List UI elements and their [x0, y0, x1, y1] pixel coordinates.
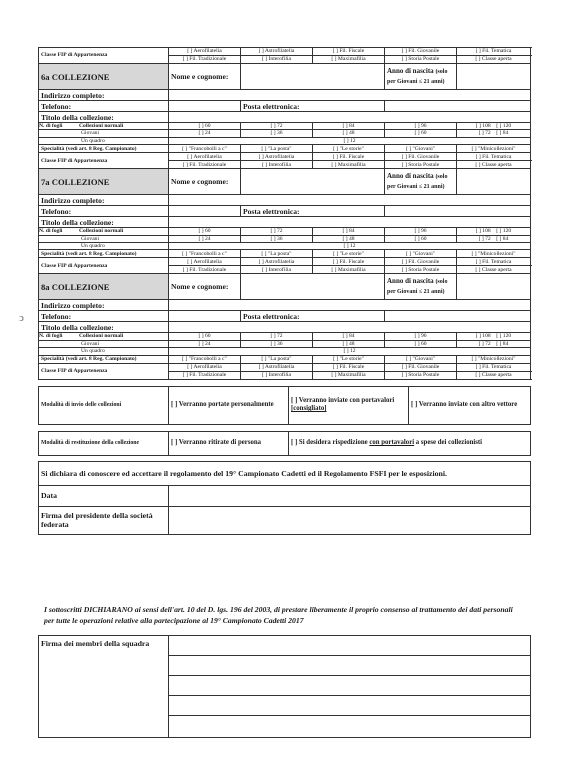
- classe-option[interactable]: [ ] Maximafilia: [313, 161, 385, 169]
- speciali-option[interactable]: [ ] "Le storie": [313, 355, 385, 363]
- anno-label: Anno di nascita (solo per Giovani ≤ 21 anni): [385, 274, 457, 300]
- fogli-option[interactable]: [ ] 48: [313, 340, 385, 347]
- classe-option[interactable]: [ ] Astrofilatelia: [241, 363, 313, 371]
- shipping-table: [38, 386, 531, 425]
- classe-option[interactable]: [ ] Classe aperta: [457, 371, 531, 379]
- collection-title: 7a COLLEZIONE: [39, 169, 169, 195]
- fogli-option-quadro[interactable]: [ ] 12: [169, 243, 531, 250]
- fogli-option[interactable]: [ ] 24: [169, 340, 241, 347]
- speciali-option[interactable]: [ ] "Le storie": [313, 145, 385, 153]
- fogli-option[interactable]: [ ] 72: [241, 228, 313, 235]
- fogli-cell: N. di fogli Collezioni normali: [39, 228, 169, 235]
- classe-option[interactable]: [ ] Fil. Tradizionale: [169, 56, 241, 64]
- invio-option-portavalori[interactable]: [ ] Verranno inviate con portavalori [consigliato]: [289, 386, 409, 424]
- indirizzo-field[interactable]: [169, 90, 531, 101]
- firma-presidente-field[interactable]: [169, 506, 531, 534]
- classe-option[interactable]: [ ] Fil. Tematica: [457, 48, 531, 56]
- speciali-label: Specialità (vedi art. 8 Reg. Campionato): [39, 355, 169, 363]
- anno-label: Anno di nascita (solo per Giovani ≤ 21 anni): [385, 169, 457, 195]
- fogli-option[interactable]: [ ] 72: [241, 333, 313, 340]
- classe-option[interactable]: [ ] Fil. Tematica: [457, 363, 531, 371]
- classe-option[interactable]: [ ] Fil. Tradizionale: [169, 371, 241, 379]
- telefono-field[interactable]: [169, 101, 241, 112]
- anno-field[interactable]: [457, 64, 531, 90]
- firma-membri-line[interactable]: [169, 716, 531, 738]
- form-page: [38, 47, 530, 535]
- nome-label: Nome e cognome:: [169, 169, 241, 195]
- speciali-option[interactable]: [ ] "Giovani": [385, 355, 457, 363]
- classe-option[interactable]: [ ] Fil. Fiscale: [313, 48, 385, 56]
- invio-label: Modalità di invio delle collezioni: [39, 386, 169, 424]
- speciali-option[interactable]: [ ] "Minicollezioni": [457, 355, 531, 363]
- classe-label: Classe FIP di Appartenenza: [39, 153, 169, 169]
- invio-option-vettore[interactable]: [ ] Verranno inviate con altro vettore: [409, 386, 531, 424]
- classe-option[interactable]: [ ] Astrofilatelia: [241, 48, 313, 56]
- data-label: Data: [39, 485, 169, 506]
- classe-option[interactable]: [ ] Astrofilatelia: [241, 153, 313, 161]
- fogli-option[interactable]: [ ] 24: [169, 235, 241, 242]
- quadro-label: Un quadro: [39, 137, 169, 144]
- speciali-option[interactable]: [ ] "Francobolli a c": [169, 145, 241, 153]
- classe-option[interactable]: [ ] Storia Postale: [385, 266, 457, 274]
- giovani-label: Giovani: [39, 340, 169, 347]
- speciali-option[interactable]: [ ] "Giovani": [385, 250, 457, 258]
- classe-option[interactable]: [ ] Classe aperta: [457, 161, 531, 169]
- data-field[interactable]: [169, 485, 531, 506]
- classe-label: Classe FIP di Appartenenza: [39, 258, 169, 274]
- fogli-cell: N. di fogli Collezioni normali: [39, 123, 169, 130]
- speciali-option[interactable]: [ ] "Giovani": [385, 145, 457, 153]
- fogli-option[interactable]: [ ] 36: [241, 340, 313, 347]
- classe-option[interactable]: [ ] Classe aperta: [457, 266, 531, 274]
- classe-label: Classe FIP di Appartenenza: [39, 48, 169, 64]
- posta-label: Posta elettronica:: [241, 206, 385, 217]
- fogli-option[interactable]: [ ] 72 [ ] 84: [457, 235, 531, 242]
- nome-field[interactable]: [241, 64, 385, 90]
- classe-option[interactable]: [ ] Fil. Fiscale: [313, 258, 385, 266]
- classe-option[interactable]: [ ] Storia Postale: [385, 56, 457, 64]
- classe-option[interactable]: [ ] Astrofilatelia: [241, 258, 313, 266]
- anno-field[interactable]: [457, 274, 531, 300]
- classe-option[interactable]: [ ] Classe aperta: [457, 56, 531, 64]
- titolo-label: Titolo della collezione:: [39, 112, 169, 123]
- firma-membri-line[interactable]: [169, 696, 531, 716]
- collection-title: 6a COLLEZIONE: [39, 64, 169, 90]
- speciali-option[interactable]: [ ] "La posta": [241, 250, 313, 258]
- telefono-label: Telefono:: [39, 311, 169, 322]
- firma-membri-line[interactable]: [169, 676, 531, 696]
- fogli-option[interactable]: [ ] 84: [313, 333, 385, 340]
- telefono-label: Telefono:: [39, 101, 169, 112]
- fogli-option-quadro[interactable]: [ ] 12: [169, 348, 531, 355]
- classe-option[interactable]: [ ] Interofilia: [241, 56, 313, 64]
- return-table: [38, 431, 531, 456]
- giovani-label: Giovani: [39, 235, 169, 242]
- indirizzo-field[interactable]: [169, 300, 531, 311]
- fogli-option[interactable]: [ ] 60: [169, 333, 241, 340]
- telefono-field[interactable]: [169, 311, 241, 322]
- firma-presidente-label: Firma del presidente della società federata: [39, 506, 169, 534]
- fogli-option[interactable]: [ ] 60: [385, 130, 457, 137]
- classe-option[interactable]: [ ] Fil. Giovanile: [385, 153, 457, 161]
- speciali-option[interactable]: [ ] "La posta": [241, 355, 313, 363]
- fogli-option[interactable]: [ ] 96: [385, 123, 457, 130]
- fogli-option[interactable]: [ ] 60: [169, 123, 241, 130]
- classe-option[interactable]: [ ] Interofilia: [241, 266, 313, 274]
- classe-option[interactable]: [ ] Aerofilatelia: [169, 258, 241, 266]
- classe-option[interactable]: [ ] Aerofilatelia: [169, 153, 241, 161]
- privacy-declaration: I sottoscritti DICHIARANO ai sensi dell'art. 10 del D. lgs. 196 del 2003, di prestare liberamente il proprio consenso al trattamento dei dati personali per tutte le operazioni relative alla partecipazione al 19° Campionato Cadetti 2017: [44, 605, 513, 625]
- restituzione-option-rispedizione[interactable]: [ ] Si desidera rispedizione con portavalori a spese dei collezionisti: [289, 431, 531, 455]
- fogli-option[interactable]: [ ] 84: [313, 123, 385, 130]
- fogli-option[interactable]: [ ] 48: [313, 235, 385, 242]
- classe-option[interactable]: [ ] Fil. Tematica: [457, 258, 531, 266]
- firma-membri-line[interactable]: [169, 636, 531, 656]
- classe-option[interactable]: [ ] Storia Postale: [385, 161, 457, 169]
- fogli-option[interactable]: [ ] 84: [313, 228, 385, 235]
- firma-membri-line[interactable]: [169, 656, 531, 676]
- speciali-option[interactable]: [ ] "Minicollezioni": [457, 145, 531, 153]
- speciali-label: Specialità (vedi art. 8 Reg. Campionato): [39, 145, 169, 153]
- classe-option[interactable]: [ ] Fil. Giovanile: [385, 258, 457, 266]
- fogli-option-quadro[interactable]: [ ] 12: [169, 137, 531, 144]
- invio-option-personally[interactable]: [ ] Verranno portate personalmente: [169, 386, 289, 424]
- titolo-field[interactable]: [169, 217, 531, 228]
- speciali-option[interactable]: [ ] "Francobolli a c": [169, 250, 241, 258]
- posta-field[interactable]: [385, 101, 531, 112]
- nome-label: Nome e cognome:: [169, 274, 241, 300]
- fogli-option[interactable]: [ ] 60: [385, 235, 457, 242]
- giovani-label: Giovani: [39, 130, 169, 137]
- quadro-label: Un quadro: [39, 348, 169, 355]
- classe-option[interactable]: [ ] Interofilia: [241, 371, 313, 379]
- declaration-text: Si dichiara di conoscere ed accettare il regolamento del 19° Campionato Cadetti ed il Regolamento FSFI per le esposizioni.: [39, 461, 531, 485]
- fogli-option[interactable]: [ ] 36: [241, 235, 313, 242]
- classe-label: Classe FIP di Appartenenza: [39, 363, 169, 379]
- classe-option[interactable]: [ ] Storia Postale: [385, 371, 457, 379]
- classe-option[interactable]: [ ] Fil. Fiscale: [313, 153, 385, 161]
- classe-option[interactable]: [ ] Fil. Giovanile: [385, 363, 457, 371]
- fogli-option[interactable]: [ ] 24: [169, 130, 241, 137]
- classe-option[interactable]: [ ] Maximafilia: [313, 266, 385, 274]
- titolo-field[interactable]: [169, 112, 531, 123]
- classe-option[interactable]: [ ] Aerofilatelia: [169, 48, 241, 56]
- speciali-option[interactable]: [ ] "Francobolli a c": [169, 355, 241, 363]
- classe-option[interactable]: [ ] Interofilia: [241, 161, 313, 169]
- titolo-field[interactable]: [169, 322, 531, 333]
- restituzione-label: Modalità di restituzione della collezione: [39, 431, 169, 455]
- classe-option[interactable]: [ ] Fil. Tematica: [457, 153, 531, 161]
- classe-option[interactable]: [ ] Fil. Tradizionale: [169, 266, 241, 274]
- quadro-label: Un quadro: [39, 243, 169, 250]
- titolo-label: Titolo della collezione:: [39, 322, 169, 333]
- fogli-option[interactable]: [ ] 48: [313, 130, 385, 137]
- margin-pen-mark: ↄ: [19, 312, 24, 324]
- indirizzo-label: Indirizzo completo:: [39, 300, 169, 311]
- classe-option[interactable]: [ ] Fil. Giovanile: [385, 48, 457, 56]
- classe-option[interactable]: [ ] Maximafilia: [313, 371, 385, 379]
- classe-option[interactable]: [ ] Aerofilatelia: [169, 363, 241, 371]
- firma-membri-label: Firma dei membri della squadra: [39, 636, 169, 738]
- classe-option[interactable]: [ ] Maximafilia: [313, 56, 385, 64]
- declaration-table: [38, 461, 531, 535]
- fogli-option[interactable]: [ ] 108 [ ] 120: [457, 333, 531, 340]
- collection-title: 8a COLLEZIONE: [39, 274, 169, 300]
- indirizzo-label: Indirizzo completo:: [39, 90, 169, 101]
- speciali-option[interactable]: [ ] "Le storie": [313, 250, 385, 258]
- anno-label: Anno di nascita (solo per Giovani ≤ 21 anni): [385, 64, 457, 90]
- indirizzo-label: Indirizzo completo:: [39, 195, 169, 206]
- fogli-cell: N. di fogli Collezioni normali: [39, 333, 169, 340]
- collections-table: [38, 47, 531, 380]
- nome-label: Nome e cognome:: [169, 64, 241, 90]
- classe-option[interactable]: [ ] Fil. Fiscale: [313, 363, 385, 371]
- nome-field[interactable]: [241, 274, 385, 300]
- fogli-option[interactable]: [ ] 36: [241, 130, 313, 137]
- posta-field[interactable]: [385, 311, 531, 322]
- fogli-option[interactable]: [ ] 72: [241, 123, 313, 130]
- telefono-label: Telefono:: [39, 206, 169, 217]
- nome-field[interactable]: [241, 169, 385, 195]
- posta-label: Posta elettronica:: [241, 101, 385, 112]
- restituzione-option-persona[interactable]: [ ] Verranno ritirate di persona: [169, 431, 289, 455]
- fogli-option[interactable]: [ ] 108 [ ] 120: [457, 228, 531, 235]
- posta-label: Posta elettronica:: [241, 311, 385, 322]
- signature-block: [38, 635, 530, 738]
- fogli-option[interactable]: [ ] 72 [ ] 84: [457, 130, 531, 137]
- speciali-option[interactable]: [ ] "Minicollezioni": [457, 250, 531, 258]
- fogli-option[interactable]: [ ] 60: [169, 228, 241, 235]
- fogli-option[interactable]: [ ] 60: [385, 340, 457, 347]
- fogli-option[interactable]: [ ] 96: [385, 333, 457, 340]
- fogli-option[interactable]: [ ] 108 [ ] 120: [457, 123, 531, 130]
- speciali-label: Specialità (vedi art. 8 Reg. Campionato): [39, 250, 169, 258]
- indirizzo-field[interactable]: [169, 195, 531, 206]
- classe-option[interactable]: [ ] Fil. Tradizionale: [169, 161, 241, 169]
- posta-field[interactable]: [385, 206, 531, 217]
- anno-field[interactable]: [457, 169, 531, 195]
- titolo-label: Titolo della collezione:: [39, 217, 169, 228]
- speciali-option[interactable]: [ ] "La posta": [241, 145, 313, 153]
- telefono-field[interactable]: [169, 206, 241, 217]
- fogli-option[interactable]: [ ] 72 [ ] 84: [457, 340, 531, 347]
- fogli-option[interactable]: [ ] 96: [385, 228, 457, 235]
